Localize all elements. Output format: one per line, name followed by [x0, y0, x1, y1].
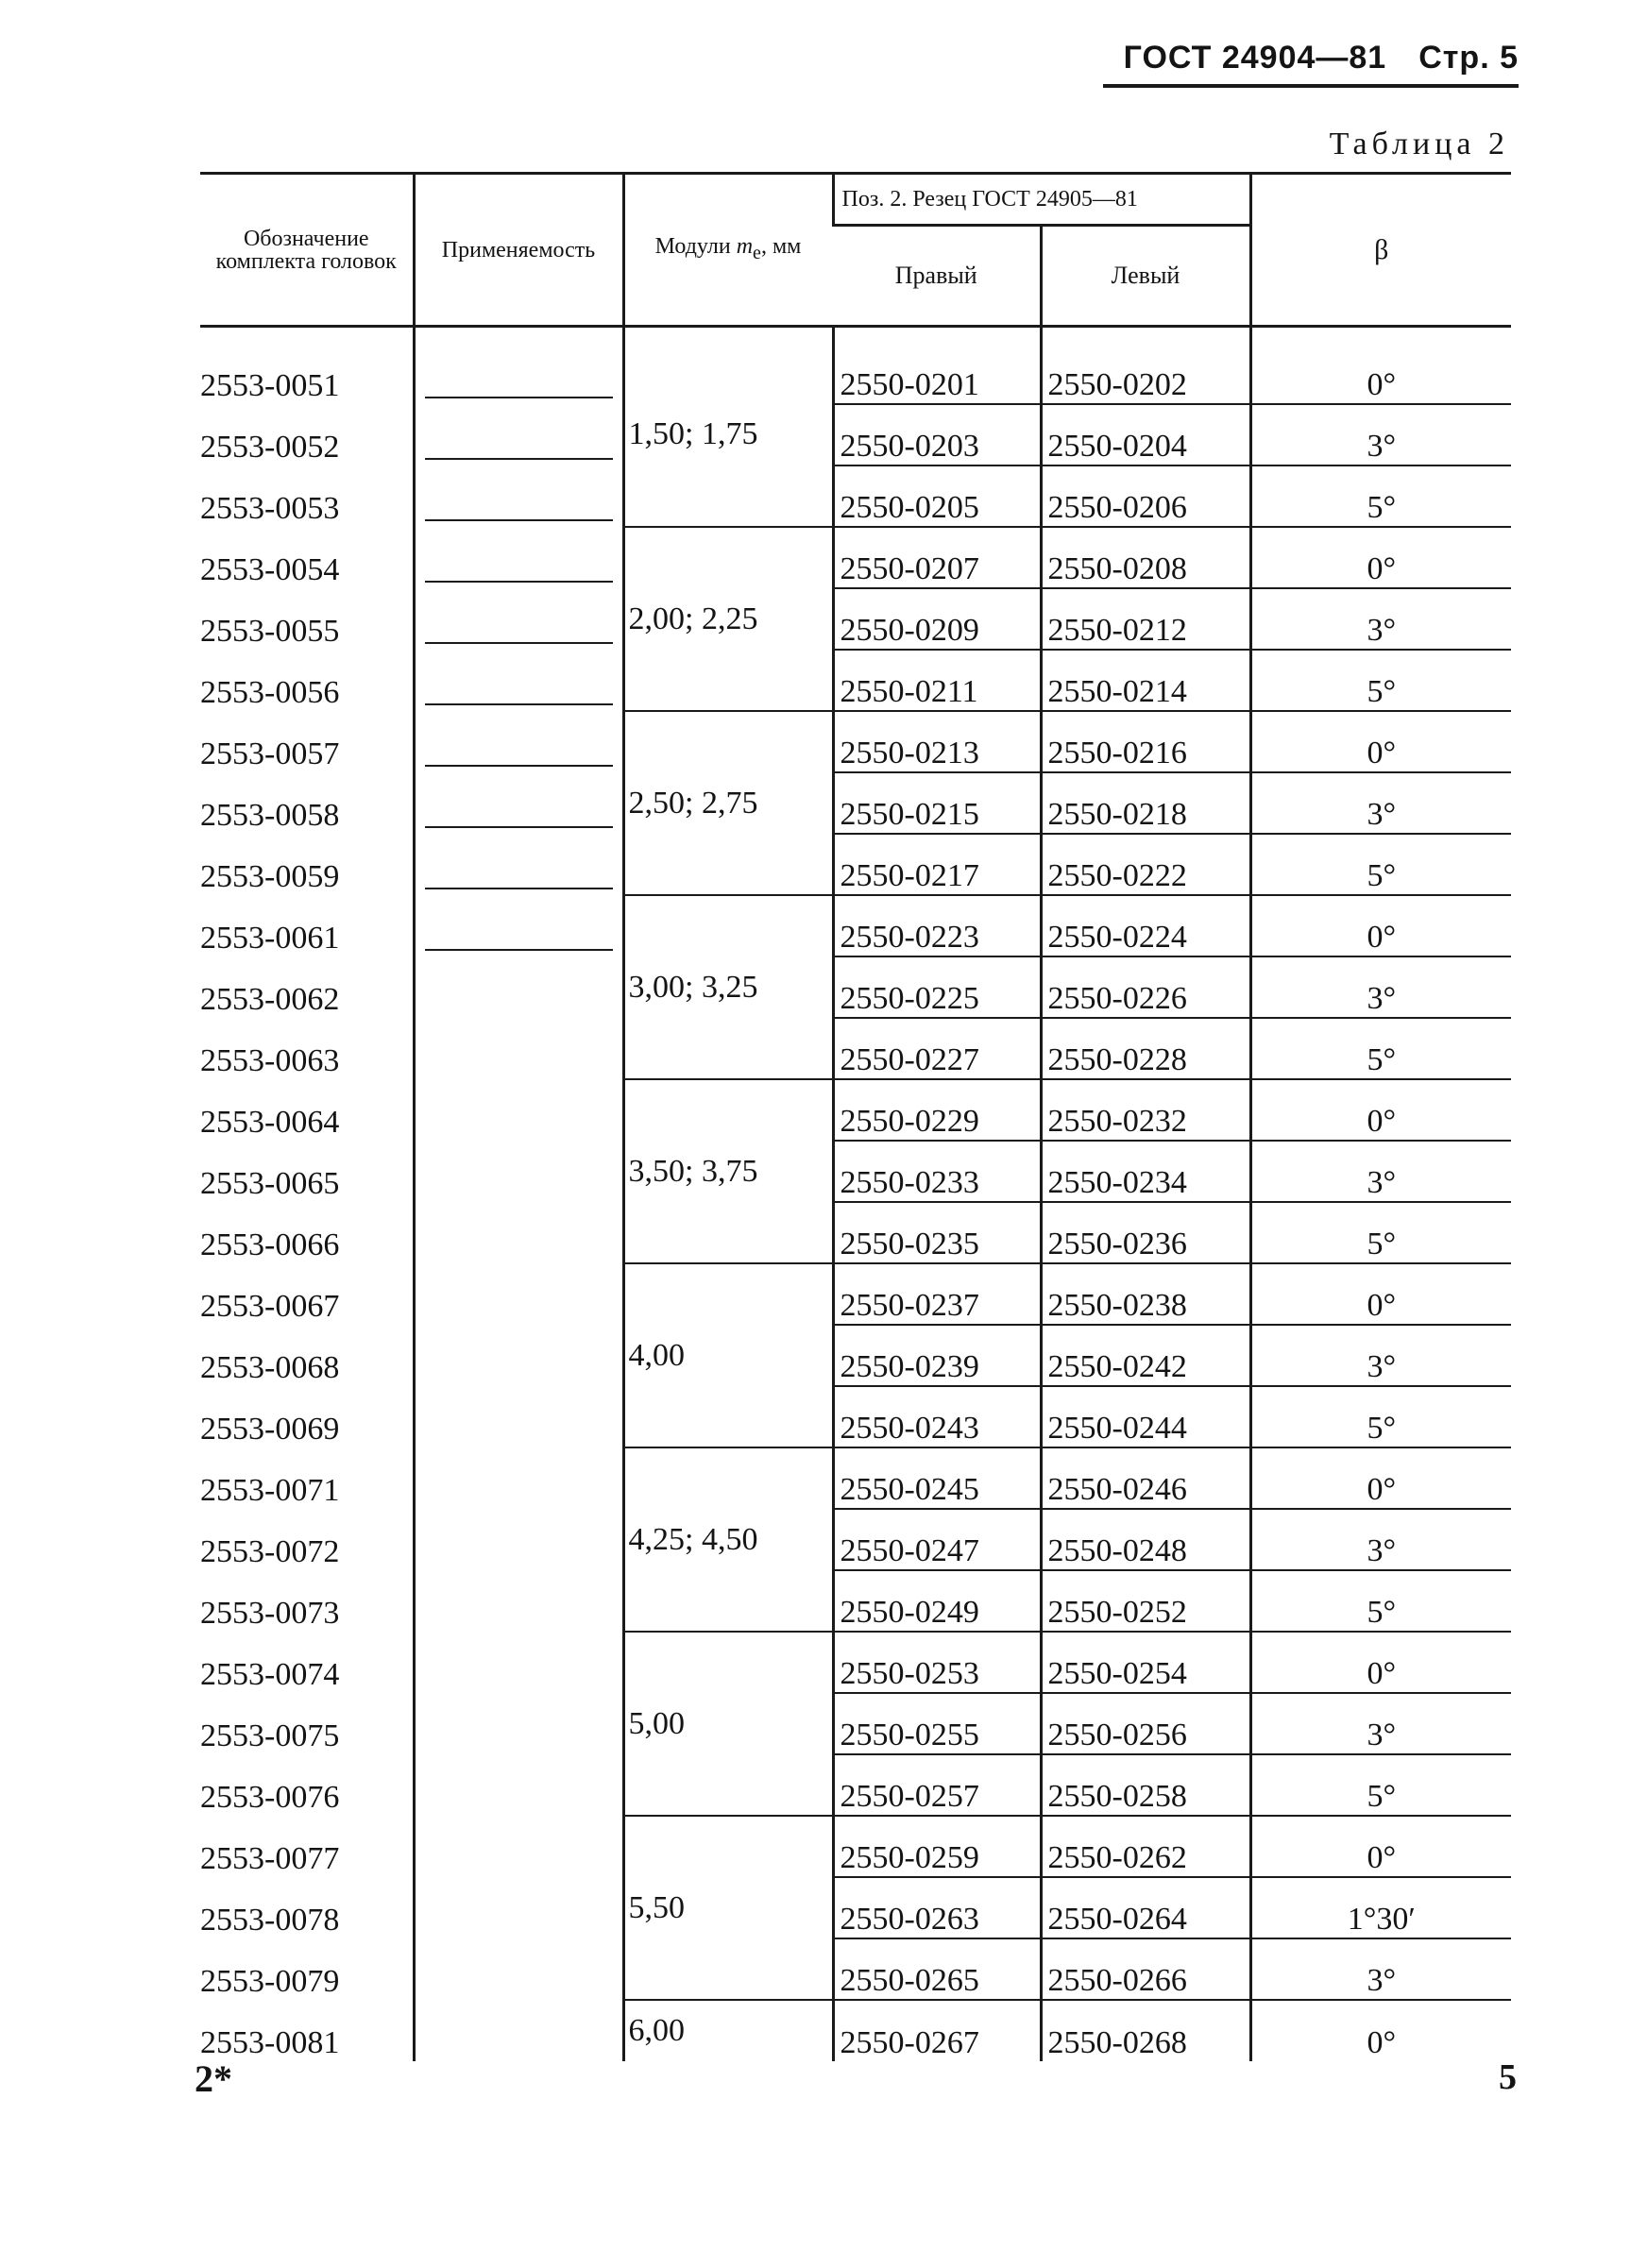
- module-group-cell: 3,00; 3,25: [623, 895, 833, 1079]
- col-header-applicability: Применяемость: [414, 174, 623, 327]
- applicability-cell: [414, 1877, 623, 1938]
- beta-cell: 5°: [1250, 465, 1511, 527]
- kit-code-cell: 2553-0063: [200, 1043, 340, 1078]
- table-caption: Таблица 2: [1329, 127, 1509, 161]
- left-cutter-cell: 2550-0256: [1041, 1693, 1250, 1754]
- table-row: [200, 2000, 1511, 2061]
- col-header-left: Левый: [1041, 226, 1250, 327]
- beta-cell: 1°30′: [1250, 1877, 1511, 1938]
- beta-cell: 3°: [1250, 1325, 1511, 1386]
- modules-unit: , мм: [760, 234, 802, 260]
- right-cutter-cell: 2550-0243: [833, 1386, 1041, 1447]
- applicability-cell: [414, 343, 623, 404]
- table-row: [200, 1816, 1511, 1877]
- left-cutter-cell: 2550-0232: [1041, 1079, 1250, 1141]
- beta-cell: 5°: [1250, 1386, 1511, 1447]
- left-cutter-cell: 2550-0216: [1041, 711, 1250, 772]
- beta-cell: 3°: [1250, 772, 1511, 834]
- right-cutter-cell: 2550-0209: [833, 588, 1041, 650]
- table-row: [200, 1570, 1511, 1632]
- table-row: [200, 1386, 1511, 1447]
- applicability-cell: [414, 1938, 623, 2000]
- module-group-cell: 5,50: [623, 1816, 833, 2000]
- fill-in-line: [425, 397, 613, 398]
- right-cutter-cell: 2550-0253: [833, 1632, 1041, 1693]
- beta-cell: 0°: [1250, 2000, 1511, 2061]
- table-row: [200, 1202, 1511, 1263]
- kit-code-cell: 2553-0057: [200, 736, 340, 771]
- right-cutter-cell: 2550-0233: [833, 1141, 1041, 1202]
- applicability-cell: [414, 1079, 623, 1141]
- kit-code-cell: 2553-0066: [200, 1227, 340, 1262]
- kit-code-cell: 2553-0058: [200, 798, 340, 833]
- kit-code-cell: 2553-0079: [200, 1964, 340, 1999]
- table-row: [200, 1754, 1511, 1816]
- kit-code-cell: 2553-0077: [200, 1841, 340, 1876]
- gap-cell: [833, 327, 1041, 344]
- fill-in-line: [425, 703, 613, 705]
- modules-symbol: m: [736, 234, 754, 260]
- beta-cell: 0°: [1250, 343, 1511, 404]
- right-cutter-cell: 2550-0263: [833, 1877, 1041, 1938]
- right-cutter-cell: 2550-0201: [833, 343, 1041, 404]
- left-cutter-cell: 2550-0214: [1041, 650, 1250, 711]
- left-cutter-cell: 2550-0218: [1041, 772, 1250, 834]
- right-cutter-cell: 2550-0203: [833, 404, 1041, 465]
- module-group-cell: 2,50; 2,75: [623, 711, 833, 895]
- beta-cell: 0°: [1250, 1447, 1511, 1509]
- gap-cell: [1250, 327, 1511, 344]
- applicability-cell: [414, 527, 623, 588]
- right-cutter-cell: 2550-0237: [833, 1263, 1041, 1325]
- right-cutter-cell: 2550-0229: [833, 1079, 1041, 1141]
- modules-sub: e: [753, 242, 761, 263]
- kit-table: [200, 172, 1511, 2061]
- kit-code-cell: 2553-0061: [200, 921, 340, 956]
- right-cutter-cell: 2550-0265: [833, 1938, 1041, 2000]
- kit-code-cell: 2553-0073: [200, 1596, 340, 1631]
- beta-cell: 3°: [1250, 1141, 1511, 1202]
- applicability-cell: [414, 1263, 623, 1325]
- table-row: [200, 1509, 1511, 1570]
- module-group-cell: 5,00: [623, 1632, 833, 1816]
- table-row: [200, 1693, 1511, 1754]
- left-cutter-cell: 2550-0212: [1041, 588, 1250, 650]
- left-cutter-cell: 2550-0204: [1041, 404, 1250, 465]
- table-row: [200, 343, 1511, 404]
- left-cutter-cell: 2550-0268: [1041, 2000, 1250, 2061]
- table-row: [200, 1263, 1511, 1325]
- right-cutter-cell: 2550-0225: [833, 956, 1041, 1018]
- left-cutter-cell: 2550-0244: [1041, 1386, 1250, 1447]
- applicability-cell: [414, 1386, 623, 1447]
- left-cutter-cell: 2550-0266: [1041, 1938, 1250, 2000]
- beta-cell: 0°: [1250, 711, 1511, 772]
- left-cutter-cell: 2550-0252: [1041, 1570, 1250, 1632]
- module-group-cell: 3,50; 3,75: [623, 1079, 833, 1263]
- module-group-cell: 6,00: [623, 2000, 833, 2061]
- table-row: [200, 956, 1511, 1018]
- applicability-cell: [414, 1509, 623, 1570]
- applicability-cell: [414, 465, 623, 527]
- right-cutter-cell: 2550-0249: [833, 1570, 1041, 1632]
- kit-code-cell: 2553-0067: [200, 1289, 340, 1324]
- module-group-cell: 4,25; 4,50: [623, 1447, 833, 1632]
- right-cutter-cell: 2550-0207: [833, 527, 1041, 588]
- applicability-cell: [414, 834, 623, 895]
- col-header-beta: β: [1250, 174, 1511, 327]
- table-row: [200, 1447, 1511, 1509]
- right-cutter-cell: 2550-0227: [833, 1018, 1041, 1079]
- beta-cell: 5°: [1250, 650, 1511, 711]
- applicability-cell: [414, 1447, 623, 1509]
- table-row: [200, 404, 1511, 465]
- applicability-cell: [414, 1754, 623, 1816]
- fill-in-line: [425, 765, 613, 767]
- beta-cell: 3°: [1250, 1509, 1511, 1570]
- table-row: [200, 1632, 1511, 1693]
- table-body: [200, 343, 1511, 2061]
- fill-in-line: [425, 642, 613, 644]
- left-cutter-cell: 2550-0234: [1041, 1141, 1250, 1202]
- left-cutter-cell: 2550-0246: [1041, 1447, 1250, 1509]
- beta-cell: 3°: [1250, 404, 1511, 465]
- right-cutter-cell: 2550-0259: [833, 1816, 1041, 1877]
- kit-code-cell: 2553-0055: [200, 614, 340, 649]
- kit-code-cell: 2553-0065: [200, 1166, 340, 1201]
- kit-code-cell: 2553-0078: [200, 1903, 340, 1938]
- page-header: [1103, 40, 1519, 88]
- gap-cell: [200, 327, 414, 344]
- kit-code-cell: 2553-0062: [200, 982, 340, 1017]
- module-group-cell: 2,00; 2,25: [623, 527, 833, 711]
- applicability-cell: [414, 1816, 623, 1877]
- table-row: [200, 895, 1511, 956]
- fill-in-line: [425, 888, 613, 889]
- kit-code-cell: 2553-0075: [200, 1718, 340, 1753]
- left-cutter-cell: 2550-0226: [1041, 956, 1250, 1018]
- table-row: [200, 1325, 1511, 1386]
- right-cutter-cell: 2550-0247: [833, 1509, 1041, 1570]
- left-cutter-cell: 2550-0228: [1041, 1018, 1250, 1079]
- beta-cell: 0°: [1250, 1632, 1511, 1693]
- module-group-cell: 1,50; 1,75: [623, 343, 833, 527]
- beta-cell: 0°: [1250, 895, 1511, 956]
- kit-code-cell: 2553-0076: [200, 1780, 340, 1815]
- right-cutter-cell: 2550-0205: [833, 465, 1041, 527]
- col-header-designation: Обозначение комплекта головок: [200, 174, 414, 327]
- left-cutter-cell: 2550-0206: [1041, 465, 1250, 527]
- left-cutter-cell: 2550-0202: [1041, 343, 1250, 404]
- applicability-cell: [414, 895, 623, 956]
- module-group-cell: 4,00: [623, 1263, 833, 1447]
- sheet-mark: 2*: [195, 2057, 232, 2100]
- right-cutter-cell: 2550-0245: [833, 1447, 1041, 1509]
- left-cutter-cell: 2550-0262: [1041, 1816, 1250, 1877]
- applicability-cell: [414, 1693, 623, 1754]
- left-cutter-cell: 2550-0254: [1041, 1632, 1250, 1693]
- beta-cell: 3°: [1250, 1693, 1511, 1754]
- table-row: [200, 772, 1511, 834]
- kit-code-cell: 2553-0074: [200, 1657, 340, 1692]
- beta-cell: 0°: [1250, 527, 1511, 588]
- beta-cell: 0°: [1250, 1079, 1511, 1141]
- beta-cell: 5°: [1250, 1570, 1511, 1632]
- right-cutter-cell: 2550-0255: [833, 1693, 1041, 1754]
- kit-code-cell: 2553-0064: [200, 1105, 340, 1140]
- left-cutter-cell: 2550-0242: [1041, 1325, 1250, 1386]
- applicability-cell: [414, 1141, 623, 1202]
- fill-in-line: [425, 519, 613, 521]
- right-cutter-cell: 2550-0235: [833, 1202, 1041, 1263]
- beta-cell: 3°: [1250, 1938, 1511, 2000]
- applicability-cell: [414, 1632, 623, 1693]
- table-row: [200, 711, 1511, 772]
- fill-in-line: [425, 458, 613, 460]
- table-container: [200, 172, 1511, 2061]
- kit-code-cell: 2553-0068: [200, 1350, 340, 1385]
- right-cutter-cell: 2550-0215: [833, 772, 1041, 834]
- left-cutter-cell: 2550-0258: [1041, 1754, 1250, 1816]
- gap-cell: [623, 327, 833, 344]
- beta-cell: 3°: [1250, 588, 1511, 650]
- standard-number: ГОСТ 24904—81: [1123, 40, 1387, 76]
- kit-code-cell: 2553-0081: [200, 2025, 340, 2060]
- col-header-right: Правый: [833, 226, 1041, 327]
- right-cutter-cell: 2550-0239: [833, 1325, 1041, 1386]
- applicability-cell: [414, 650, 623, 711]
- beta-cell: 5°: [1250, 834, 1511, 895]
- modules-prefix: Модули: [654, 234, 731, 260]
- left-cutter-cell: 2550-0264: [1041, 1877, 1250, 1938]
- table-row: [200, 527, 1511, 588]
- applicability-cell: [414, 711, 623, 772]
- col-header-cutter-group: Поз. 2. Резец ГОСТ 24905—81: [833, 174, 1250, 226]
- left-cutter-cell: 2550-0236: [1041, 1202, 1250, 1263]
- fill-in-line: [425, 826, 613, 828]
- left-cutter-cell: 2550-0248: [1041, 1509, 1250, 1570]
- right-cutter-cell: 2550-0223: [833, 895, 1041, 956]
- applicability-cell: [414, 1325, 623, 1386]
- kit-code-cell: 2553-0072: [200, 1534, 340, 1569]
- kit-code-cell: 2553-0059: [200, 859, 340, 894]
- page-label: Стр. 5: [1418, 40, 1519, 76]
- page-number: 5: [1499, 2057, 1517, 2097]
- applicability-cell: [414, 1570, 623, 1632]
- table-row: [200, 1877, 1511, 1938]
- beta-cell: 5°: [1250, 1202, 1511, 1263]
- table-row: [200, 1018, 1511, 1079]
- table-row: [200, 588, 1511, 650]
- kit-code-cell: 2553-0054: [200, 552, 340, 587]
- applicability-cell: [414, 1018, 623, 1079]
- right-cutter-cell: 2550-0213: [833, 711, 1041, 772]
- left-cutter-cell: 2550-0222: [1041, 834, 1250, 895]
- left-cutter-cell: 2550-0238: [1041, 1263, 1250, 1325]
- right-cutter-cell: 2550-0267: [833, 2000, 1041, 2061]
- right-cutter-cell: 2550-0257: [833, 1754, 1041, 1816]
- right-cutter-cell: 2550-0217: [833, 834, 1041, 895]
- table-row: [200, 1938, 1511, 2000]
- table-row: [200, 834, 1511, 895]
- right-cutter-cell: 2550-0211: [833, 650, 1041, 711]
- header-gap: [200, 327, 1511, 344]
- left-cutter-cell: 2550-0224: [1041, 895, 1250, 956]
- kit-code-cell: 2553-0071: [200, 1473, 340, 1508]
- fill-in-line: [425, 581, 613, 583]
- applicability-cell: [414, 588, 623, 650]
- table-head: [200, 174, 1511, 344]
- applicability-cell: [414, 956, 623, 1018]
- beta-cell: 5°: [1250, 1754, 1511, 1816]
- beta-cell: 0°: [1250, 1263, 1511, 1325]
- fill-in-line: [425, 949, 613, 951]
- kit-code-cell: 2553-0053: [200, 491, 340, 526]
- applicability-cell: [414, 1202, 623, 1263]
- kit-code-cell: 2553-0056: [200, 675, 340, 710]
- table-row: [200, 465, 1511, 527]
- table-row: [200, 650, 1511, 711]
- gap-cell: [414, 327, 623, 344]
- gap-cell: [1041, 327, 1250, 344]
- table-row: [200, 1079, 1511, 1141]
- applicability-cell: [414, 2000, 623, 2061]
- col-header-modules: [623, 174, 833, 327]
- kit-code-cell: 2553-0052: [200, 430, 340, 465]
- kit-code-cell: 2553-0051: [200, 368, 340, 403]
- left-cutter-cell: 2550-0208: [1041, 527, 1250, 588]
- kit-code-cell: 2553-0069: [200, 1412, 340, 1447]
- beta-cell: 0°: [1250, 1816, 1511, 1877]
- beta-cell: 3°: [1250, 956, 1511, 1018]
- applicability-cell: [414, 404, 623, 465]
- table-row: [200, 1141, 1511, 1202]
- beta-cell: 5°: [1250, 1018, 1511, 1079]
- applicability-cell: [414, 772, 623, 834]
